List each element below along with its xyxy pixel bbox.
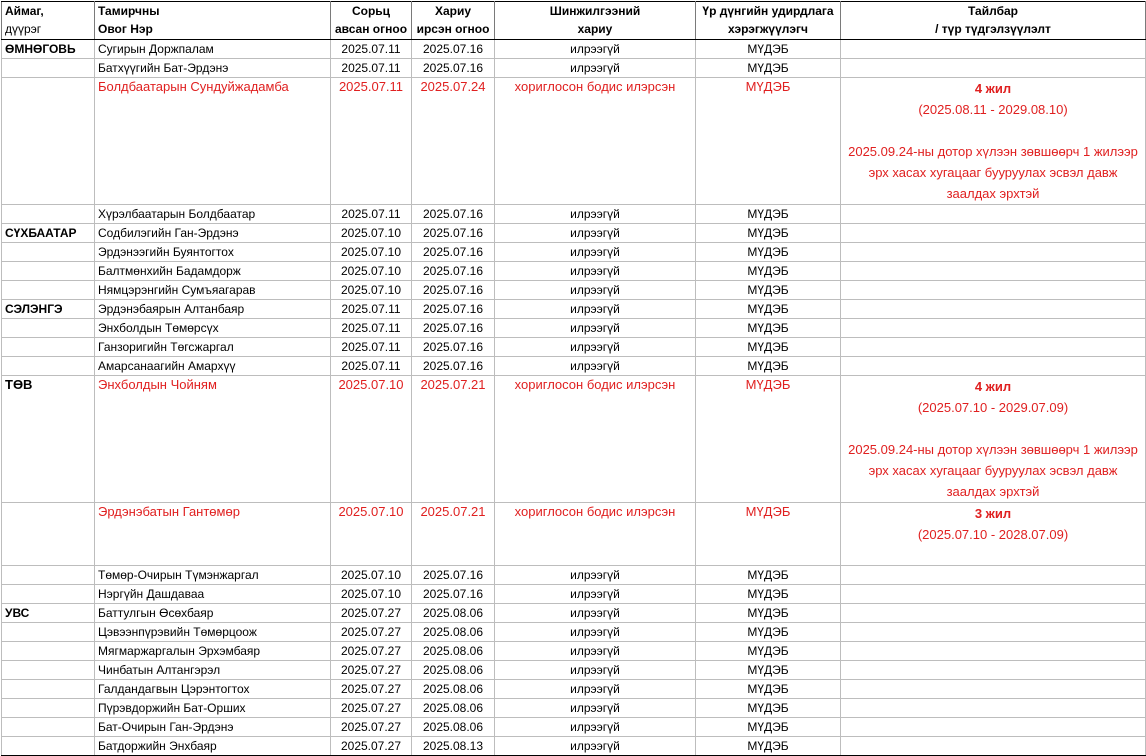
organization-cell: МҮДЭБ <box>696 205 841 224</box>
sample-date-cell: 2025.07.27 <box>331 680 412 699</box>
suspension-period: (2025.08.11 - 2029.08.10) <box>918 102 1068 117</box>
sample-date-cell: 2025.07.10 <box>331 262 412 281</box>
sample-date-cell: 2025.07.27 <box>331 661 412 680</box>
athlete-name-cell: Эрдэнэбаярын Алтанбаяр <box>95 300 331 319</box>
athlete-name-cell: Нэргүйн Дашдаваа <box>95 585 331 604</box>
result-date-cell: 2025.07.16 <box>412 357 495 376</box>
athlete-name-cell: Төмөр-Очирын Түмэнжаргал <box>95 566 331 585</box>
result-date-cell: 2025.07.24 <box>412 78 495 205</box>
note-cell <box>841 566 1146 585</box>
note-cell <box>841 680 1146 699</box>
athlete-name-cell: Батдоржийн Энхбаяр <box>95 737 331 756</box>
aimag-cell <box>2 319 95 338</box>
suspension-term: 4 жил <box>974 379 1012 394</box>
test-result-cell: илрээгүй <box>495 699 696 718</box>
athlete-name-cell: Эрдэнээгийн Буянтогтох <box>95 243 331 262</box>
appeal-note: 2025.09.24-ны дотор хүлээн зөвшөөрч 1 жилээр эрх хасах хугацааг бууруулах эсвэл давж заалдах эрхтэй <box>848 144 1138 201</box>
table-row <box>2 566 1146 585</box>
test-result-cell: илрээгүй <box>495 604 696 623</box>
aimag-cell <box>2 205 95 224</box>
organization-cell: МҮДЭБ <box>696 376 841 503</box>
result-date-cell: 2025.07.16 <box>412 40 495 59</box>
test-result-cell: илрээгүй <box>495 319 696 338</box>
test-result-cell: илрээгүй <box>495 243 696 262</box>
result-date-cell: 2025.07.16 <box>412 585 495 604</box>
header-result-date: Хариу ирсэн огноо <box>412 2 495 40</box>
result-date-cell: 2025.07.16 <box>412 59 495 78</box>
organization-cell: МҮДЭБ <box>696 585 841 604</box>
table-row <box>2 243 1146 262</box>
table-row <box>2 604 1146 623</box>
result-date-cell: 2025.07.16 <box>412 224 495 243</box>
note-cell <box>841 699 1146 718</box>
header-test-result: Шинжилгээний хариу <box>495 2 696 40</box>
sample-date-cell: 2025.07.11 <box>331 205 412 224</box>
table-row <box>2 224 1146 243</box>
note-cell <box>841 59 1146 78</box>
test-result-cell: илрээгүй <box>495 566 696 585</box>
header-note: Тайлбар / түр түдгэлзүүлэлт <box>841 2 1146 40</box>
sample-date-cell: 2025.07.10 <box>331 585 412 604</box>
organization-cell: МҮДЭБ <box>696 737 841 756</box>
result-date-cell: 2025.07.16 <box>412 243 495 262</box>
result-date-cell: 2025.07.16 <box>412 262 495 281</box>
note-cell <box>841 319 1146 338</box>
table-row <box>2 699 1146 718</box>
test-result-cell: илрээгүй <box>495 59 696 78</box>
suspension-period: (2025.07.10 - 2029.07.09) <box>917 400 1069 415</box>
organization-cell: МҮДЭБ <box>696 718 841 737</box>
table-row <box>2 585 1146 604</box>
organization-cell: МҮДЭБ <box>696 680 841 699</box>
sample-date-cell: 2025.07.27 <box>331 604 412 623</box>
organization-cell: МҮДЭБ <box>696 338 841 357</box>
table-row <box>2 281 1146 300</box>
aimag-cell <box>2 680 95 699</box>
header-sample-date: Сорьц авсан огноо <box>331 2 412 40</box>
note-cell <box>841 376 1146 503</box>
aimag-cell: УВС <box>2 604 95 623</box>
sample-date-cell: 2025.07.27 <box>331 699 412 718</box>
athlete-name-cell: Эрдэнэбатын Гантөмөр <box>95 503 331 566</box>
athlete-name-cell: Энхболдын Чойням <box>95 376 331 503</box>
aimag-cell: СЭЛЭНГЭ <box>2 300 95 319</box>
sample-date-cell: 2025.07.11 <box>331 300 412 319</box>
note-cell <box>841 281 1146 300</box>
result-date-cell: 2025.08.06 <box>412 642 495 661</box>
appeal-note: 2025.09.24-ны дотор хүлээн зөвшөөрч 1 жилээр эрх хасах хугацааг бууруулах эсвэл давж заалдах эрхтэй <box>848 442 1138 499</box>
organization-cell: МҮДЭБ <box>696 300 841 319</box>
sample-date-cell: 2025.07.11 <box>331 78 412 205</box>
test-result-cell: илрээгүй <box>495 224 696 243</box>
aimag-cell <box>2 623 95 642</box>
table-row <box>2 59 1146 78</box>
result-date-cell: 2025.08.06 <box>412 661 495 680</box>
athlete-name-cell: Амарсанаагийн Амархүү <box>95 357 331 376</box>
result-date-cell: 2025.07.21 <box>412 503 495 566</box>
organization-cell: МҮДЭБ <box>696 623 841 642</box>
organization-cell: МҮДЭБ <box>696 40 841 59</box>
table-row <box>2 338 1146 357</box>
note-cell <box>841 585 1146 604</box>
organization-cell: МҮДЭБ <box>696 642 841 661</box>
result-date-cell: 2025.08.06 <box>412 680 495 699</box>
aimag-cell <box>2 281 95 300</box>
organization-cell: МҮДЭБ <box>696 78 841 205</box>
athlete-name-cell: Бат-Очирын Ган-Эрдэнэ <box>95 718 331 737</box>
athlete-name-cell: Содбилэгийн Ган-Эрдэнэ <box>95 224 331 243</box>
note-cell <box>841 224 1146 243</box>
header-name: Тамирчны Овог Нэр <box>95 2 331 40</box>
result-date-cell: 2025.08.06 <box>412 623 495 642</box>
athlete-name-cell: Цэвээнпүрэвийн Төмөрцоож <box>95 623 331 642</box>
result-date-cell: 2025.07.16 <box>412 300 495 319</box>
organization-cell: МҮДЭБ <box>696 357 841 376</box>
athlete-name-cell: Болдбаатарын Сундуйжадамба <box>95 78 331 205</box>
sample-date-cell: 2025.07.10 <box>331 503 412 566</box>
aimag-cell <box>2 78 95 205</box>
table-row <box>2 503 1146 566</box>
test-result-cell: хориглосон бодис илэрсэн <box>495 78 696 205</box>
suspension-term: 3 жил <box>974 506 1012 521</box>
note-cell <box>841 78 1146 205</box>
header-organization: Үр дүнгийн удирдлага хэрэгжүүлэгч <box>696 2 841 40</box>
table-row <box>2 357 1146 376</box>
note-cell <box>841 357 1146 376</box>
aimag-cell <box>2 566 95 585</box>
aimag-cell <box>2 718 95 737</box>
aimag-cell <box>2 585 95 604</box>
test-result-cell: илрээгүй <box>495 205 696 224</box>
result-date-cell: 2025.08.06 <box>412 699 495 718</box>
result-date-cell: 2025.07.16 <box>412 319 495 338</box>
sample-date-cell: 2025.07.11 <box>331 40 412 59</box>
test-result-cell: хориглосон бодис илэрсэн <box>495 503 696 566</box>
result-date-cell: 2025.08.06 <box>412 604 495 623</box>
table-row <box>2 300 1146 319</box>
result-date-cell: 2025.08.06 <box>412 718 495 737</box>
test-result-cell: илрээгүй <box>495 262 696 281</box>
suspension-period: (2025.07.10 - 2028.07.09) <box>917 527 1069 542</box>
table-row <box>2 40 1146 59</box>
sample-date-cell: 2025.07.27 <box>331 642 412 661</box>
table-row <box>2 78 1146 205</box>
sample-date-cell: 2025.07.27 <box>331 718 412 737</box>
table-row <box>2 680 1146 699</box>
note-cell <box>841 737 1146 756</box>
table-row <box>2 319 1146 338</box>
athlete-name-cell: Сугирын Доржпалам <box>95 40 331 59</box>
sample-date-cell: 2025.07.10 <box>331 224 412 243</box>
test-result-cell: илрээгүй <box>495 40 696 59</box>
note-cell <box>841 243 1146 262</box>
table-row <box>2 376 1146 503</box>
sample-date-cell: 2025.07.10 <box>331 281 412 300</box>
organization-cell: МҮДЭБ <box>696 243 841 262</box>
aimag-cell <box>2 243 95 262</box>
organization-cell: МҮДЭБ <box>696 319 841 338</box>
result-date-cell: 2025.07.16 <box>412 205 495 224</box>
note-cell <box>841 300 1146 319</box>
table-row <box>2 205 1146 224</box>
athlete-name-cell: Балтмөнхийн Бадамдорж <box>95 262 331 281</box>
test-result-cell: илрээгүй <box>495 642 696 661</box>
header-aimag: Аймаг, дүүрэг <box>2 2 95 40</box>
note-cell <box>841 623 1146 642</box>
test-result-cell: илрээгүй <box>495 737 696 756</box>
note-cell <box>841 40 1146 59</box>
aimag-cell: ӨМНӨГОВЬ <box>2 40 95 59</box>
sample-date-cell: 2025.07.11 <box>331 59 412 78</box>
test-result-cell: илрээгүй <box>495 300 696 319</box>
aimag-cell: СҮХБААТАР <box>2 224 95 243</box>
athlete-name-cell: Чинбатын Алтангэрэл <box>95 661 331 680</box>
athlete-name-cell: Батхүүгийн Бат-Эрдэнэ <box>95 59 331 78</box>
note-cell <box>841 205 1146 224</box>
sample-date-cell: 2025.07.10 <box>331 376 412 503</box>
athlete-name-cell: Пүрэвдоржийн Бат-Орших <box>95 699 331 718</box>
aimag-cell <box>2 357 95 376</box>
table-row <box>2 642 1146 661</box>
test-result-cell: илрээгүй <box>495 661 696 680</box>
sample-date-cell: 2025.07.11 <box>331 338 412 357</box>
result-date-cell: 2025.07.16 <box>412 566 495 585</box>
aimag-cell <box>2 737 95 756</box>
organization-cell: МҮДЭБ <box>696 661 841 680</box>
aimag-cell <box>2 661 95 680</box>
organization-cell: МҮДЭБ <box>696 281 841 300</box>
header-row <box>2 2 1146 40</box>
table-row <box>2 262 1146 281</box>
aimag-cell <box>2 503 95 566</box>
test-result-cell: илрээгүй <box>495 718 696 737</box>
note-cell <box>841 604 1146 623</box>
sample-date-cell: 2025.07.11 <box>331 319 412 338</box>
result-date-cell: 2025.07.16 <box>412 338 495 357</box>
test-result-cell: илрээгүй <box>495 281 696 300</box>
aimag-cell <box>2 642 95 661</box>
athlete-name-cell: Баттулгын Өсөхбаяр <box>95 604 331 623</box>
test-result-cell: илрээгүй <box>495 680 696 699</box>
aimag-cell: ТӨВ <box>2 376 95 503</box>
organization-cell: МҮДЭБ <box>696 566 841 585</box>
sample-date-cell: 2025.07.10 <box>331 566 412 585</box>
sample-date-cell: 2025.07.27 <box>331 737 412 756</box>
athlete-name-cell: Галдандагвын Цэрэнтогтох <box>95 680 331 699</box>
aimag-cell <box>2 338 95 357</box>
athlete-name-cell: Нямцэрэнгийн Сумъяагарав <box>95 281 331 300</box>
test-result-cell: илрээгүй <box>495 623 696 642</box>
organization-cell: МҮДЭБ <box>696 59 841 78</box>
organization-cell: МҮДЭБ <box>696 699 841 718</box>
test-result-cell: илрээгүй <box>495 357 696 376</box>
test-result-cell: илрээгүй <box>495 585 696 604</box>
doping-results-table <box>1 1 1146 756</box>
test-result-cell: хориглосон бодис илэрсэн <box>495 376 696 503</box>
note-cell <box>841 503 1146 566</box>
note-cell <box>841 642 1146 661</box>
result-date-cell: 2025.08.13 <box>412 737 495 756</box>
table-row <box>2 661 1146 680</box>
note-cell <box>841 262 1146 281</box>
organization-cell: МҮДЭБ <box>696 503 841 566</box>
sample-date-cell: 2025.07.11 <box>331 357 412 376</box>
athlete-name-cell: Мягмаржаргалын Эрхэмбаяр <box>95 642 331 661</box>
result-date-cell: 2025.07.21 <box>412 376 495 503</box>
note-cell <box>841 718 1146 737</box>
table-row <box>2 623 1146 642</box>
note-cell <box>841 661 1146 680</box>
organization-cell: МҮДЭБ <box>696 224 841 243</box>
suspension-term: 4 жил <box>974 81 1012 96</box>
organization-cell: МҮДЭБ <box>696 604 841 623</box>
note-cell <box>841 338 1146 357</box>
test-result-cell: илрээгүй <box>495 338 696 357</box>
sample-date-cell: 2025.07.27 <box>331 623 412 642</box>
table-row <box>2 718 1146 737</box>
organization-cell: МҮДЭБ <box>696 262 841 281</box>
aimag-cell <box>2 59 95 78</box>
sample-date-cell: 2025.07.10 <box>331 243 412 262</box>
aimag-cell <box>2 699 95 718</box>
result-date-cell: 2025.07.16 <box>412 281 495 300</box>
athlete-name-cell: Энхболдын Төмөрсүх <box>95 319 331 338</box>
athlete-name-cell: Хүрэлбаатарын Болдбаатар <box>95 205 331 224</box>
athlete-name-cell: Ганзоригийн Төгсжаргал <box>95 338 331 357</box>
aimag-cell <box>2 262 95 281</box>
table-row <box>2 737 1146 756</box>
